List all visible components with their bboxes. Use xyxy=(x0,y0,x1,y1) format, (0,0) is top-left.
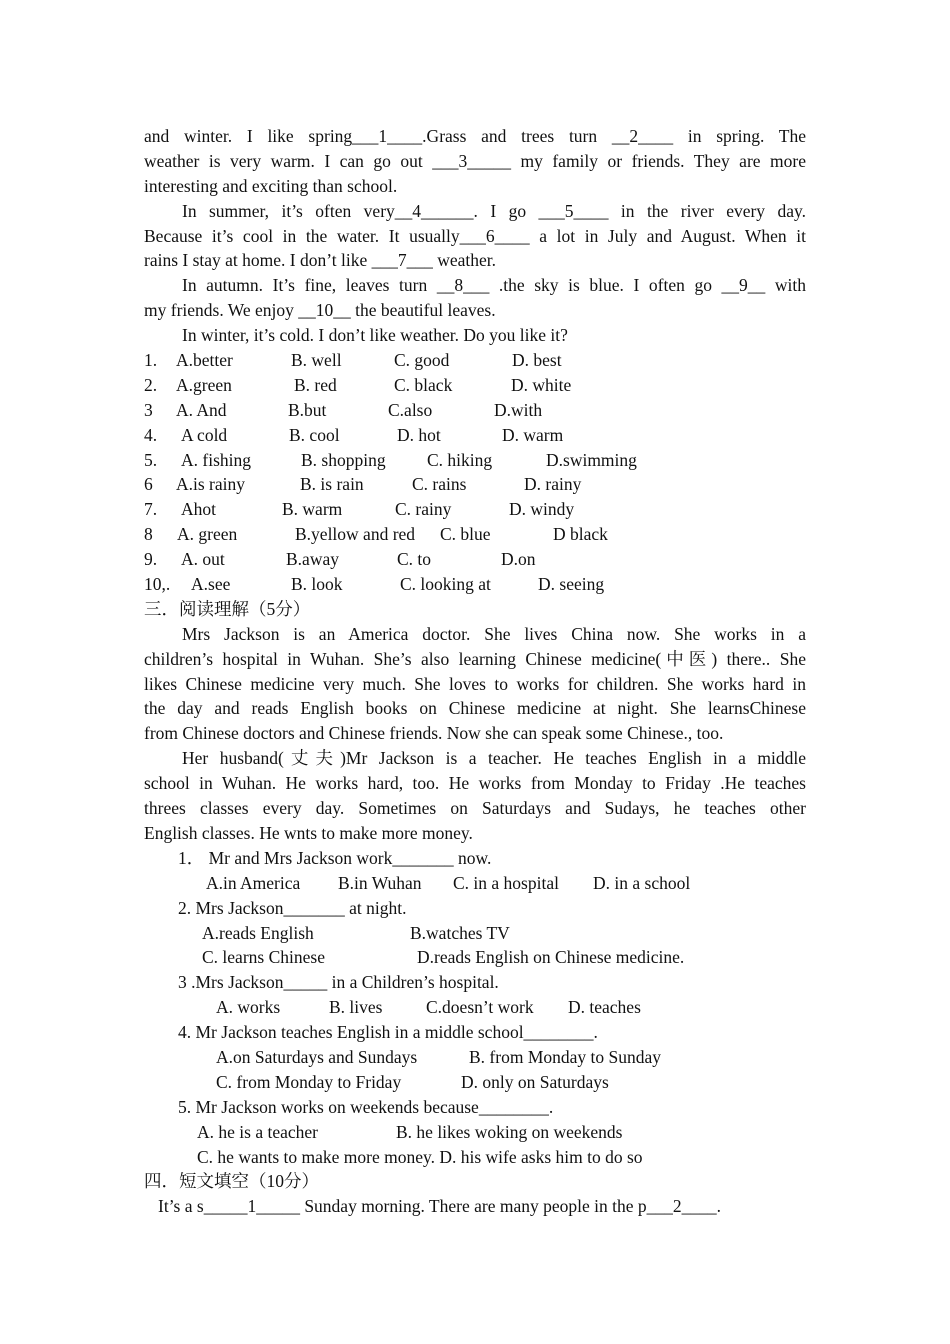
option-b: B.in Wuhan xyxy=(338,872,422,893)
option-a: A.is rainy xyxy=(176,474,246,495)
question-options xyxy=(144,1120,806,1145)
option-b: B. lives xyxy=(329,997,383,1018)
option-c: C. good xyxy=(394,350,450,371)
option-c: C. hiking xyxy=(427,449,493,470)
option-number: 1. xyxy=(144,350,158,371)
option-c: C.also xyxy=(388,399,433,420)
text-line: rains I stay at home. I don’t like ___7___ weather. xyxy=(144,250,497,271)
option-a: A. out xyxy=(181,549,225,570)
question-stem: 2. Mrs Jackson_______ at night. xyxy=(178,897,407,918)
option-a: A.green xyxy=(176,374,232,395)
reading-questions xyxy=(144,846,806,1170)
option-number: 5. xyxy=(144,449,158,470)
option-b: B.watches TV xyxy=(410,922,510,943)
option-d: D. teaches xyxy=(568,997,641,1018)
option-b: B. well xyxy=(291,350,342,371)
option-c: C. to xyxy=(397,549,432,570)
option-c: C.doesn’t work xyxy=(426,997,534,1018)
section-heading: 四．短文填空（10分） xyxy=(144,1171,319,1192)
option-row xyxy=(144,348,806,373)
option-b: B. shopping xyxy=(301,449,386,470)
option-number: 8 xyxy=(144,524,153,545)
option-a: A.see xyxy=(191,574,231,595)
question-options xyxy=(144,921,806,946)
text-line: Because it’s cool in the water. It usually___6____ a lot in July and August. When it xyxy=(144,225,806,246)
option-row xyxy=(144,472,806,497)
option-b: B.yellow and red xyxy=(295,524,416,545)
option-c-d: C. he wants to make more money. D. his wife asks him to do so xyxy=(197,1146,643,1167)
option-a: A. And xyxy=(176,399,227,420)
option-row xyxy=(144,373,806,398)
option-number: 4. xyxy=(144,424,158,445)
option-row xyxy=(144,547,806,572)
option-c: C. blue xyxy=(440,524,491,545)
option-b: B. look xyxy=(291,574,343,595)
text-line: and winter. I like spring___1____.Grass and trees turn __2____ in spring. The xyxy=(144,126,806,146)
option-d: D.swimming xyxy=(546,449,637,470)
option-number: 7. xyxy=(144,499,158,520)
option-d: D. in a school xyxy=(593,872,691,893)
option-d: D.reads English on Chinese medicine. xyxy=(417,947,685,968)
text-line: children’s hospital in Wuhan. She’s also learning Chinese medicine(中医) there.. She xyxy=(144,648,806,669)
option-b: B. he likes woking on weekends xyxy=(396,1121,623,1142)
question-options xyxy=(144,1045,806,1070)
reading-paragraph-2 xyxy=(144,746,806,846)
option-c: C. in a hospital xyxy=(453,872,559,893)
option-d: D. rainy xyxy=(524,474,582,495)
text-line: Her husband(丈夫)Mr Jackson is a teacher. He teaches English in a middle xyxy=(182,748,806,769)
text-line: school in Wuhan. He works hard, too. He works from Monday to Friday .He teaches xyxy=(144,773,806,794)
exam-page xyxy=(144,124,806,1219)
option-d: D.with xyxy=(494,399,543,420)
cloze-paragraph-1 xyxy=(144,124,806,199)
cloze-options-list xyxy=(144,348,806,597)
option-d: D. best xyxy=(512,350,562,371)
option-c: C. black xyxy=(394,374,453,395)
text-line: weather is very warm. I can go out ___3_____ my family or friends. They are more xyxy=(144,150,806,171)
option-d: D. warm xyxy=(502,424,564,445)
cloze-paragraph-4: In winter, it’s cold. I don’t like weather. Do you like it? xyxy=(182,325,568,346)
text-line: English classes. He wnts to make more money. xyxy=(144,822,473,843)
option-row xyxy=(144,522,806,547)
cloze-paragraph-3 xyxy=(144,273,806,323)
question-stem: 4. Mr Jackson teaches English in a middle school________. xyxy=(178,1022,598,1043)
option-b: B. is rain xyxy=(300,474,364,495)
option-b: B. red xyxy=(294,374,337,395)
option-b: B.but xyxy=(288,399,327,420)
text-line: interesting and exciting than school. xyxy=(144,175,398,196)
option-a: A.reads English xyxy=(202,922,314,943)
option-d: D.on xyxy=(501,549,536,570)
text-line: the day and reads English books on Chinese medicine at night. She learnsChinese xyxy=(144,698,806,719)
question-stem: 1． Mr and Mrs Jackson work_______ now. xyxy=(178,847,492,868)
option-a: A. fishing xyxy=(181,449,251,470)
text-line: In summer, it’s often very__4______. I go ___5____ in the river every day. xyxy=(182,200,806,221)
option-d: D. seeing xyxy=(538,574,605,595)
option-row xyxy=(144,398,806,423)
option-row xyxy=(144,497,806,522)
option-row xyxy=(144,448,806,473)
section-heading: 三．阅读理解（5分） xyxy=(144,598,311,619)
option-a: A.in America xyxy=(206,872,301,893)
question-stem: 3 .Mrs Jackson_____ in a Children’s hospital. xyxy=(178,972,499,993)
option-c: C. rainy xyxy=(395,499,452,520)
option-b: B.away xyxy=(286,549,339,570)
text-line: In autumn. It’s fine, leaves turn __8___ .the sky is blue. I often go __9__ with xyxy=(182,275,806,296)
fill-blank-line: It’s a s_____1_____ Sunday morning. There are many people in the p___2____. xyxy=(158,1196,721,1217)
option-number: 10,. xyxy=(144,574,171,595)
option-b: B. from Monday to Sunday xyxy=(469,1046,662,1067)
text-line: threes classes every day. Sometimes on Saturdays and Sudays, he teaches other xyxy=(144,798,806,819)
question-options xyxy=(144,871,806,896)
option-number: 2. xyxy=(144,374,158,395)
option-b: B. warm xyxy=(282,499,343,520)
option-a: Ahot xyxy=(181,499,216,520)
option-row xyxy=(144,572,806,597)
option-d: D. windy xyxy=(509,499,575,520)
option-c: C. from Monday to Friday xyxy=(216,1071,402,1092)
option-c: C. rains xyxy=(412,474,467,495)
option-c: C. learns Chinese xyxy=(202,947,325,968)
text-line: likes Chinese medicine very much. She loves to works for children. She works hard in xyxy=(144,673,806,694)
text-line: from Chinese doctors and Chinese friends. Now she can speak some Chinese., too. xyxy=(144,723,724,744)
option-d: D. only on Saturdays xyxy=(461,1071,609,1092)
cloze-paragraph-2 xyxy=(144,199,806,274)
option-d: D. white xyxy=(511,374,572,395)
option-number: 6 xyxy=(144,474,153,495)
option-a: A cold xyxy=(181,424,228,445)
question-options xyxy=(144,945,806,970)
option-number: 9. xyxy=(144,549,158,570)
option-c: C. looking at xyxy=(400,574,491,595)
question-options xyxy=(144,1070,806,1095)
text-line: Mrs Jackson is an America doctor. She lives China now. She works in a xyxy=(182,623,806,644)
option-c: D. hot xyxy=(397,424,441,445)
question-stem: 5. Mr Jackson works on weekends because________. xyxy=(178,1096,554,1117)
option-a: A.better xyxy=(176,350,233,371)
option-a: A. works xyxy=(216,997,281,1018)
question-options xyxy=(144,1145,806,1170)
option-row xyxy=(144,423,806,448)
reading-paragraph-1 xyxy=(144,622,806,746)
option-d: D black xyxy=(553,524,608,545)
text-line: my friends. We enjoy __10__ the beautiful leaves. xyxy=(144,300,496,321)
option-number: 3 xyxy=(144,399,153,420)
option-b: B. cool xyxy=(289,424,340,445)
option-a: A. green xyxy=(177,524,238,545)
option-a: A. he is a teacher xyxy=(197,1121,318,1142)
option-a: A.on Saturdays and Sundays xyxy=(216,1046,418,1067)
question-options xyxy=(144,995,806,1020)
